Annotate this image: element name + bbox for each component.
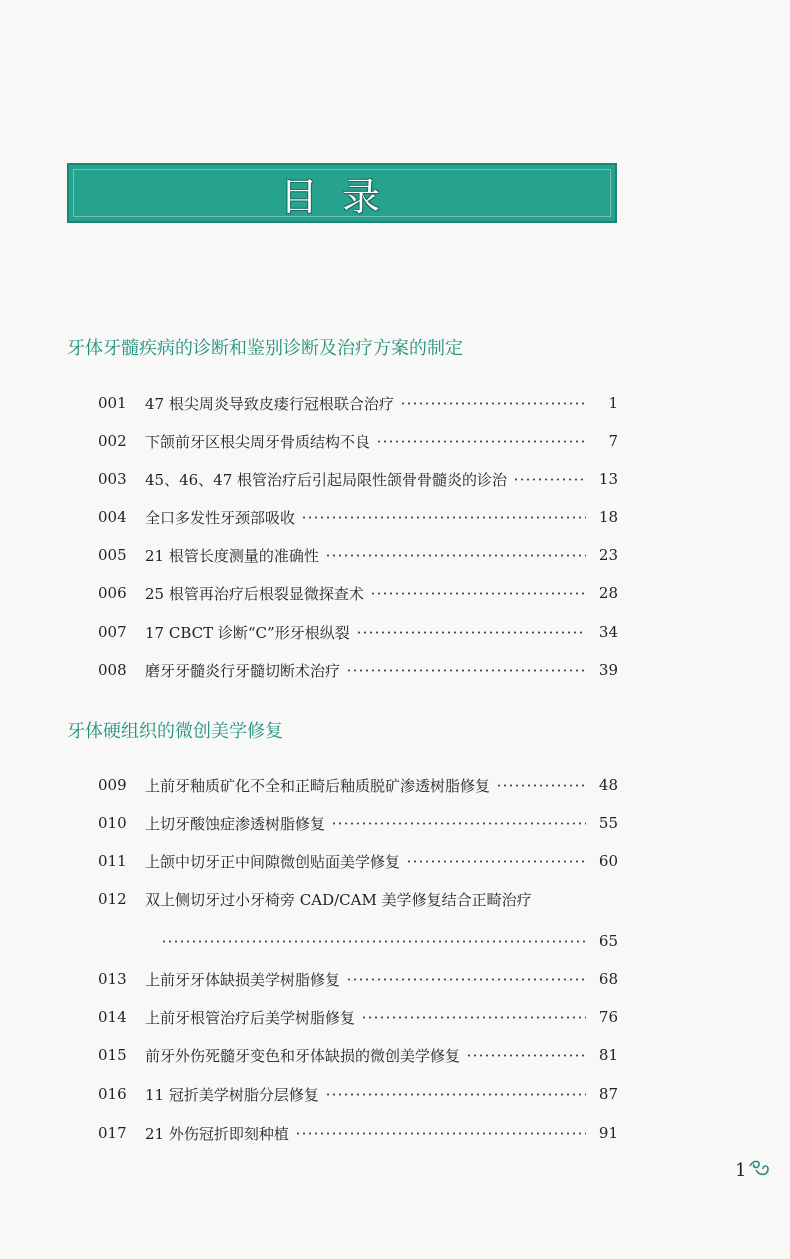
entry-page: 39: [598, 661, 618, 679]
dot-leader: [346, 669, 586, 672]
entry-page: 76: [598, 1008, 618, 1026]
toc-entry[interactable]: [98, 466, 618, 492]
entry-title: 上颌中切牙正中间隙微创贴面美学修复: [145, 852, 401, 871]
toc-entry[interactable]: [98, 542, 618, 568]
toc-entry[interactable]: [98, 428, 618, 454]
toc-entry[interactable]: [98, 504, 618, 530]
entry-page: 13: [598, 470, 618, 488]
entry-number: 014: [98, 1008, 127, 1026]
entry-title: 17 CBCT 诊断“C”形牙根纵裂: [145, 623, 350, 642]
entry-title: 磨牙牙髓炎行牙髓切断术治疗: [145, 661, 341, 680]
dot-leader: [325, 554, 586, 557]
dot-leader: [325, 1093, 586, 1096]
entry-title: 上前牙牙体缺损美学树脂修复: [145, 970, 341, 989]
dot-leader: [295, 1132, 586, 1135]
entry-title: 21 外伤冠折即刻种植: [145, 1124, 289, 1143]
entry-page: 28: [598, 584, 618, 602]
entry-title: 25 根管再治疗后根裂显微探查术: [145, 584, 364, 603]
entry-number: 002: [98, 432, 127, 450]
entry-page: 34: [598, 623, 618, 641]
entry-page: 60: [598, 852, 618, 870]
dot-leader: [400, 402, 586, 405]
entry-page: 18: [598, 508, 618, 526]
entry-number: 006: [98, 584, 127, 602]
entry-title: 47 根尖周炎导致皮瘘行冠根联合治疗: [145, 394, 394, 413]
toc-entry[interactable]: [98, 848, 618, 874]
dot-leader: [406, 860, 586, 863]
toc-entry[interactable]: [98, 580, 618, 606]
dot-leader: [161, 940, 586, 943]
toc-entry[interactable]: [98, 772, 618, 798]
entry-number: 010: [98, 814, 127, 832]
entry-number: 001: [98, 394, 127, 412]
entry-title: 全口多发性牙颈部吸收: [145, 508, 296, 527]
entry-number: 011: [98, 852, 127, 870]
entry-number: 017: [98, 1124, 127, 1142]
entry-page: 23: [598, 546, 618, 564]
toc-entry[interactable]: [98, 619, 618, 645]
dot-leader: [376, 440, 586, 443]
entry-title: 前牙外伤死髓牙变色和牙体缺损的微创美学修复: [145, 1046, 461, 1065]
entry-page: 68: [598, 970, 618, 988]
entry-page: 48: [598, 776, 618, 794]
dot-leader: [346, 978, 586, 981]
toc-entry[interactable]: [98, 1004, 618, 1030]
toc-entry[interactable]: [98, 1081, 618, 1107]
entry-title: 下颌前牙区根尖周牙骨质结构不良: [145, 432, 371, 451]
dot-leader: [356, 631, 586, 634]
toc-heading-banner: [67, 163, 617, 223]
dot-leader: [370, 592, 586, 595]
toc-heading: 目录: [279, 174, 404, 219]
entry-title: 上前牙根管治疗后美学树脂修复: [145, 1008, 356, 1027]
entry-number: 004: [98, 508, 127, 526]
entry-title: 45、46、47 根管治疗后引起局限性颌骨骨髓炎的诊治: [145, 470, 508, 489]
entry-number: 013: [98, 970, 127, 988]
toc-entry-title-line[interactable]: [98, 886, 618, 912]
dot-leader: [301, 516, 586, 519]
entry-title: 双上侧切牙过小牙椅旁 CAD/CAM 美学修复结合正畸治疗: [145, 890, 532, 909]
section-title: 牙体牙髓疾病的诊断和鉴别诊断及治疗方案的制定: [67, 338, 463, 359]
toc-entry[interactable]: [98, 966, 618, 992]
entry-number: 007: [98, 623, 127, 641]
toc-entry-continuation[interactable]: [145, 928, 618, 954]
entry-page: 81: [598, 1046, 618, 1064]
dot-leader: [466, 1054, 586, 1057]
toc-entry[interactable]: [98, 810, 618, 836]
toc-entry[interactable]: [98, 1120, 618, 1146]
swirl-ornament-icon: [747, 1157, 771, 1184]
toc-entry[interactable]: [98, 390, 618, 416]
entry-number: 009: [98, 776, 127, 794]
entry-number: 003: [98, 470, 127, 488]
toc-entry[interactable]: [98, 1042, 618, 1068]
entry-page: 1: [608, 394, 618, 412]
entry-page: 55: [598, 814, 618, 832]
entry-title: 上前牙釉质矿化不全和正畸后釉质脱矿渗透树脂修复: [145, 776, 491, 795]
page-folio: [735, 1157, 771, 1184]
entry-number: 005: [98, 546, 127, 564]
entry-title: 21 根管长度测量的准确性: [145, 546, 319, 565]
entry-page: 7: [608, 432, 618, 450]
entry-page: 87: [598, 1085, 618, 1103]
entry-number: 016: [98, 1085, 127, 1103]
dot-leader: [513, 478, 586, 481]
dot-leader: [331, 822, 586, 825]
entry-page: 91: [598, 1124, 618, 1142]
section-title: 牙体硬组织的微创美学修复: [67, 721, 283, 742]
toc-entry[interactable]: [98, 657, 618, 683]
entry-title: 上切牙酸蚀症渗透树脂修复: [145, 814, 326, 833]
page-number: 1: [735, 1160, 747, 1181]
entry-title: 11 冠折美学树脂分层修复: [145, 1085, 319, 1104]
entry-number: 008: [98, 661, 127, 679]
entry-page: 65: [598, 932, 618, 950]
entry-number: 012: [98, 890, 127, 908]
entry-number: 015: [98, 1046, 127, 1064]
dot-leader: [361, 1016, 586, 1019]
dot-leader: [496, 784, 586, 787]
